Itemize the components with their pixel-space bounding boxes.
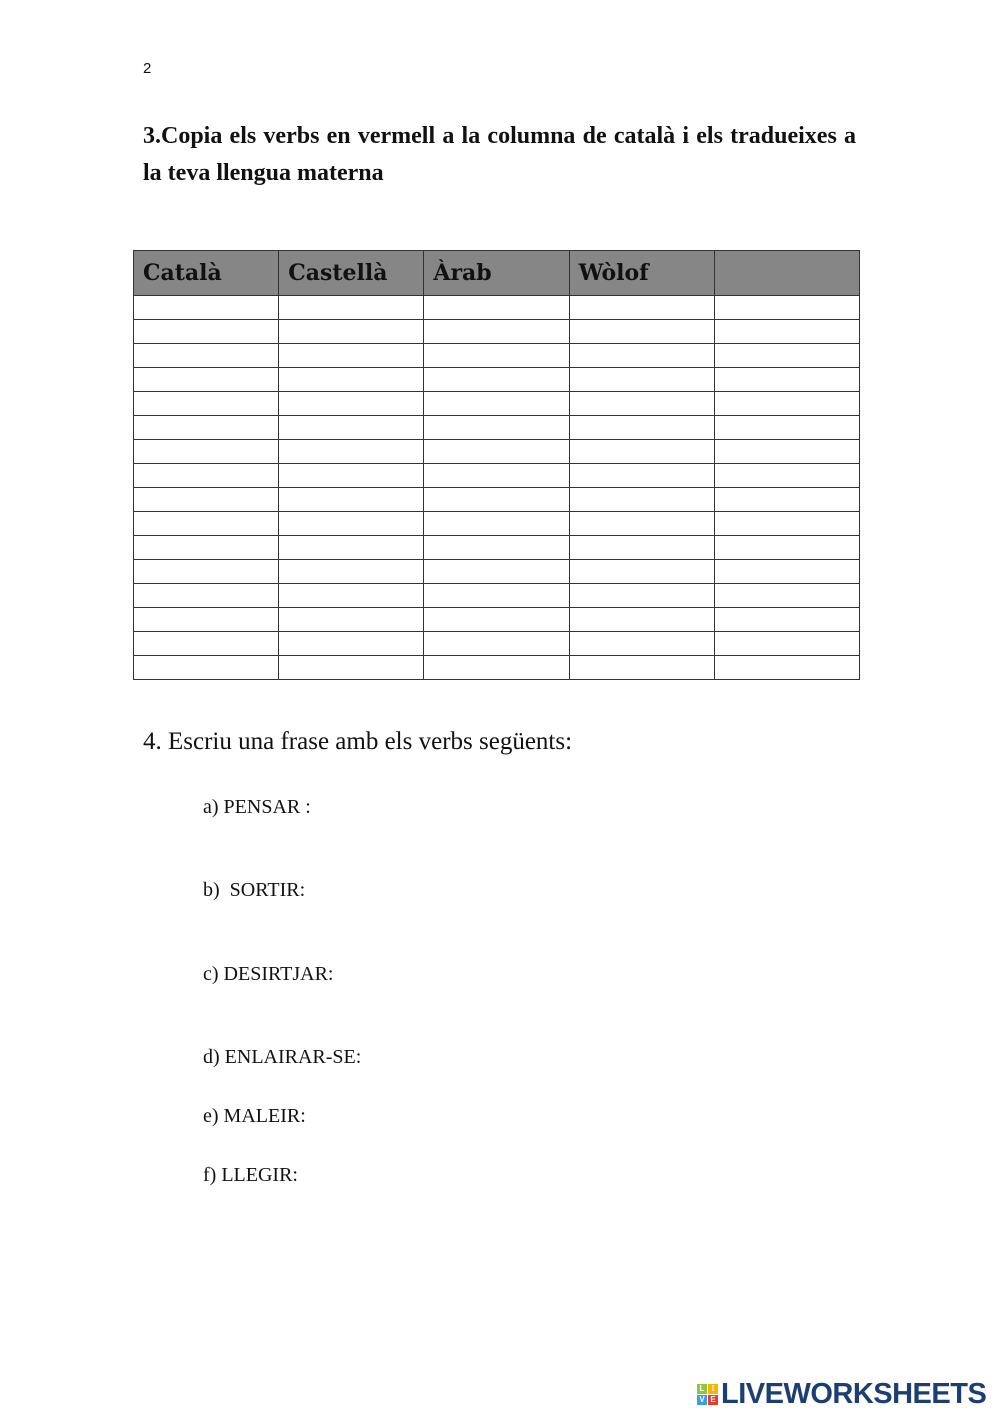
table-cell[interactable] (134, 584, 279, 608)
table-cell[interactable] (134, 392, 279, 416)
table-cell[interactable] (134, 416, 279, 440)
table-cell[interactable] (279, 608, 424, 632)
table-cell[interactable] (134, 488, 279, 512)
table-cell[interactable] (569, 632, 714, 656)
column-header: Català (134, 251, 279, 296)
table-cell[interactable] (569, 344, 714, 368)
table-row (134, 320, 860, 344)
table-cell[interactable] (134, 656, 279, 680)
verb-item: d) ENLAIRAR-SE: (203, 1046, 362, 1068)
table-cell[interactable] (714, 320, 859, 344)
table-cell[interactable] (714, 368, 859, 392)
column-header: Àrab (424, 251, 569, 296)
table-row (134, 512, 860, 536)
table-cell[interactable] (569, 584, 714, 608)
table-row (134, 584, 860, 608)
exercise-3-title: 3.Copia els verbs en vermell a la columna de català i els tradueixes a la teva llengua materna (143, 123, 856, 186)
table-cell[interactable] (134, 536, 279, 560)
table-cell[interactable] (569, 536, 714, 560)
translation-table (133, 250, 860, 680)
table-cell[interactable] (134, 512, 279, 536)
table-cell[interactable] (279, 560, 424, 584)
table-cell[interactable] (714, 416, 859, 440)
table-cell[interactable] (424, 368, 569, 392)
verb-item: e) MALEIR: (203, 1105, 306, 1127)
table-cell[interactable] (714, 560, 859, 584)
table-cell[interactable] (714, 632, 859, 656)
table-cell[interactable] (424, 344, 569, 368)
table-row (134, 560, 860, 584)
table-cell[interactable] (134, 464, 279, 488)
table-cell[interactable] (424, 296, 569, 320)
table-cell[interactable] (714, 440, 859, 464)
table-cell[interactable] (569, 392, 714, 416)
table-cell[interactable] (424, 536, 569, 560)
table-row (134, 440, 860, 464)
table-cell[interactable] (714, 512, 859, 536)
table-cell[interactable] (134, 368, 279, 392)
table-cell[interactable] (279, 584, 424, 608)
table-cell[interactable] (569, 296, 714, 320)
table-cell[interactable] (279, 320, 424, 344)
table-cell[interactable] (279, 536, 424, 560)
table-cell[interactable] (279, 656, 424, 680)
logo-cubes-icon (697, 1384, 718, 1405)
table-cell[interactable] (424, 584, 569, 608)
table-cell[interactable] (279, 368, 424, 392)
table-cell[interactable] (714, 584, 859, 608)
table-cell[interactable] (424, 464, 569, 488)
verb-item: c) DESIRTJAR: (203, 963, 334, 985)
table-cell[interactable] (279, 392, 424, 416)
table-cell[interactable] (569, 512, 714, 536)
logo-text: LIVEWORKSHEETS (721, 1378, 987, 1410)
table-cell[interactable] (134, 296, 279, 320)
table-cell[interactable] (424, 440, 569, 464)
table-cell[interactable] (424, 632, 569, 656)
table-cell[interactable] (714, 536, 859, 560)
table-cell[interactable] (569, 440, 714, 464)
table-cell[interactable] (279, 416, 424, 440)
table-cell[interactable] (134, 440, 279, 464)
table-cell[interactable] (279, 440, 424, 464)
table-cell[interactable] (714, 488, 859, 512)
table-cell[interactable] (569, 608, 714, 632)
table-cell[interactable] (569, 416, 714, 440)
table-row (134, 368, 860, 392)
table-cell[interactable] (714, 392, 859, 416)
table-cell[interactable] (424, 512, 569, 536)
table-cell[interactable] (134, 320, 279, 344)
table-row (134, 392, 860, 416)
page-number: 2 (143, 60, 152, 77)
table-row (134, 536, 860, 560)
table-cell[interactable] (424, 608, 569, 632)
table-cell[interactable] (424, 656, 569, 680)
table-cell[interactable] (279, 632, 424, 656)
verb-item: f) LLEGIR: (203, 1164, 298, 1186)
table-cell[interactable] (714, 296, 859, 320)
table-row (134, 416, 860, 440)
table-row (134, 632, 860, 656)
column-header: Castellà (279, 251, 424, 296)
table-cell[interactable] (424, 392, 569, 416)
verb-item: a) PENSAR : (203, 796, 311, 818)
table-row (134, 344, 860, 368)
table-cell[interactable] (279, 296, 424, 320)
table-cell[interactable] (134, 560, 279, 584)
logo-cube: L (697, 1384, 707, 1394)
table-cell[interactable] (424, 488, 569, 512)
logo-cube: I (708, 1384, 718, 1394)
table-cell[interactable] (714, 344, 859, 368)
table-row (134, 488, 860, 512)
table-row (134, 296, 860, 320)
table-cell[interactable] (134, 608, 279, 632)
table-cell[interactable] (569, 368, 714, 392)
logo-cube: V (697, 1395, 707, 1405)
column-header (714, 251, 859, 296)
table-cell[interactable] (569, 464, 714, 488)
exercise-4-title: 4. Escriu una frase amb els verbs següents: (143, 728, 573, 755)
table-cell[interactable] (424, 416, 569, 440)
table-cell[interactable] (569, 320, 714, 344)
table-cell[interactable] (134, 632, 279, 656)
table-row (134, 656, 860, 680)
column-header: Wòlof (569, 251, 714, 296)
verb-item: b) SORTIR: (203, 879, 306, 901)
table-cell[interactable] (279, 512, 424, 536)
table-cell[interactable] (279, 488, 424, 512)
table-cell[interactable] (569, 656, 714, 680)
table-row (134, 464, 860, 488)
table-cell[interactable] (279, 464, 424, 488)
table-cell[interactable] (424, 320, 569, 344)
table-cell[interactable] (714, 656, 859, 680)
table-row (134, 608, 860, 632)
liveworksheets-logo (697, 1378, 986, 1411)
table-cell[interactable] (714, 608, 859, 632)
table-cell[interactable] (424, 560, 569, 584)
table-cell[interactable] (569, 560, 714, 584)
table-cell[interactable] (279, 344, 424, 368)
table-cell[interactable] (134, 344, 279, 368)
logo-cube: E (708, 1395, 718, 1405)
table-cell[interactable] (569, 488, 714, 512)
table-cell[interactable] (714, 464, 859, 488)
